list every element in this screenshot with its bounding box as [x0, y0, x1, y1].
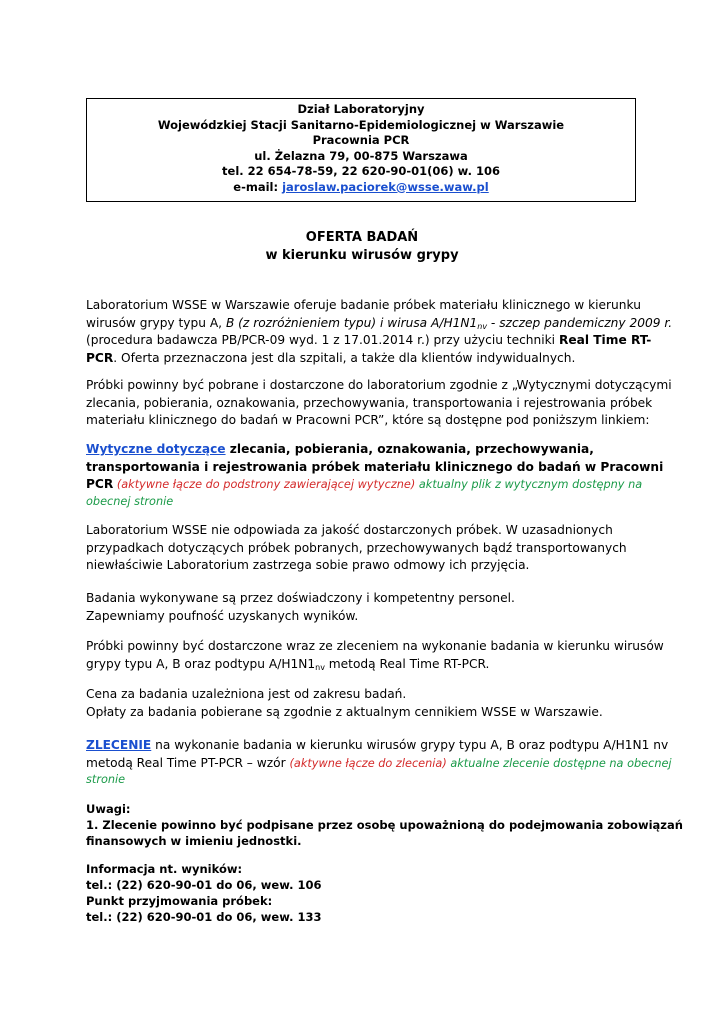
header-line-department: Dział Laboratoryjny — [297, 102, 425, 116]
paragraph-line: zlecania, pobierania, oznakowania, przechowywania, transportowania i rejestrowania próbek — [86, 395, 653, 410]
guidelines-link[interactable]: Wytyczne dotyczące — [86, 442, 226, 456]
intro-bold-text: PCR — [86, 350, 114, 365]
notes-line: finansowych w imieniu jednostki. — [86, 834, 302, 848]
paragraph-line: Opłaty za badania pobierane są zgodnie z aktualnym cennikiem WSSE w Warszawie. — [86, 704, 603, 719]
subscript: nv — [315, 662, 325, 672]
green-note: aktualne zlecenie dostępne na obecnej — [446, 756, 672, 770]
paragraph-line: Badania wykonywane są przez doświadczony i kompetentny personel. — [86, 591, 515, 605]
order-form-paragraph — [86, 737, 672, 787]
paragraph-line: Cena za badania uzależniona jest od zakresu badań. — [86, 687, 407, 701]
paragraph-line: Próbki powinny być pobrane i dostarczone do laboratorium zgodnie z „Wytycznymi dotyczącymi — [86, 378, 672, 392]
header-line-lab: Pracownia PCR — [312, 133, 410, 147]
intro-italic-part: - szczep pandemiczny 2009 r. — [487, 315, 673, 330]
intro-italic-text — [226, 316, 672, 330]
red-note: (aktywne łącze do zlecenia) — [289, 756, 447, 770]
email-link[interactable]: jaroslaw.paciorek@wsse.waw.pl — [282, 179, 489, 194]
intro-text: (procedura badawcza PB/PCR-09 wyd. 1 z 17.01.2014 r.) przy użyciu techniki — [86, 333, 559, 347]
paragraph-line — [86, 656, 646, 674]
intro-bold-text: Real Time RT- — [558, 333, 652, 347]
liability-paragraph — [86, 522, 646, 575]
notes-title: Uwagi: — [86, 802, 131, 816]
header-box — [86, 98, 636, 202]
paragraph-line: Laboratorium WSSE nie odpowiada za jakość dostarczonych próbek. W uzasadnionych — [86, 523, 613, 537]
email-label: e-mail: — [233, 179, 283, 194]
paragraph-line — [86, 737, 669, 755]
notes-line: 1. Zlecenie powinno być podpisane przez osobę upoważnioną do podejmowania zobowiązań — [86, 818, 683, 832]
intro-italic-part: B (z rozróżnieniem typu) i wirusa A/H1N1 — [225, 315, 478, 330]
pricing-paragraph — [86, 686, 646, 721]
order-form-link[interactable]: ZLECENIE — [86, 738, 152, 752]
bold-text: PCR — [86, 477, 114, 491]
contact-line: tel.: (22) 620-90-01 do 06, wew. 133 — [86, 910, 322, 924]
paragraph-line: Zapewniamy poufność uzyskanych wyników. — [86, 608, 359, 623]
paragraph-line: Próbki powinny być dostarczone wraz ze zleceniem na wykonanie badania w kierunku wirusów — [86, 639, 664, 653]
contact-line: Informacja nt. wyników: — [86, 862, 243, 876]
contact-line: Punkt przyjmowania próbek: — [86, 894, 273, 908]
paragraph-line — [86, 441, 646, 459]
green-note: stronie — [86, 773, 126, 786]
red-note: (aktywne łącze do podstrony zawierającej wytyczne) — [113, 478, 416, 491]
notes-section — [86, 801, 683, 849]
header-line-address: ul. Żelazna 79, 00-875 Warszawa — [254, 148, 468, 163]
intro-line: Laboratorium WSSE w Warszawie oferuje badanie próbek materiału klinicznego w kierunku — [86, 298, 641, 312]
guidelines-link-paragraph — [86, 441, 664, 509]
guidelines-intro-paragraph — [86, 377, 672, 430]
subscript: nv — [477, 321, 488, 331]
green-note: aktualny plik z wytycznym dostępny na — [415, 478, 643, 491]
paragraph-line — [86, 476, 646, 494]
header-line-email — [233, 180, 488, 196]
page-title: OFERTA BADAŃ — [305, 230, 419, 245]
text: na wykonanie badania w kierunku wirusów grypy typu A, B oraz podtypu A/H1N1 nv — [151, 738, 669, 752]
bold-text: zlecania, pobierania, oznakowania, przechowywania, — [225, 442, 594, 456]
intro-line — [86, 350, 646, 368]
text: metodą Real Time PT-PCR – wzór — [86, 755, 290, 770]
header-line-phone: tel. 22 654-78-59, 22 620-90-01(06) w. 106 — [222, 164, 500, 178]
order-requirement-paragraph — [86, 638, 664, 673]
intro-paragraph — [86, 297, 673, 367]
paragraph-line: transportowania i rejestrowania próbek materiału klinicznego do badań w Pracowni — [86, 459, 664, 474]
text: grypy typu A, B oraz podtypu A/H1N1 — [86, 656, 316, 671]
staff-paragraph — [86, 590, 646, 625]
intro-text: wirusów grypy typu A, — [86, 315, 226, 330]
contact-section — [86, 861, 646, 925]
header-line-station: Wojewódzkiej Stacji Sanitarno-Epidemiologicznej w Warszawie — [157, 117, 565, 132]
intro-text: . Oferta przeznaczona jest dla szpitali, a także dla klientów indywidualnych. — [113, 350, 576, 365]
contact-line: tel.: (22) 620-90-01 do 06, wew. 106 — [86, 878, 322, 892]
intro-line — [86, 332, 652, 350]
green-note: obecnej stronie — [86, 494, 174, 508]
page-subtitle: w kierunku wirusów grypy — [265, 248, 459, 263]
paragraph-line — [86, 755, 672, 773]
paragraph-line: materiału klinicznego do badań w Pracowni PCR”, które są dostępne pod poniższym linkiem: — [86, 413, 650, 427]
paragraph-line: przypadkach dotyczących próbek pobranych, przechowywanych bądź transportowanych — [86, 540, 627, 555]
intro-line — [86, 315, 673, 333]
text: metodą Real Time RT-PCR. — [324, 656, 490, 671]
paragraph-line: niewłaściwie Laboratorium zastrzega sobie prawo odmowy ich przyjęcia. — [86, 558, 530, 572]
